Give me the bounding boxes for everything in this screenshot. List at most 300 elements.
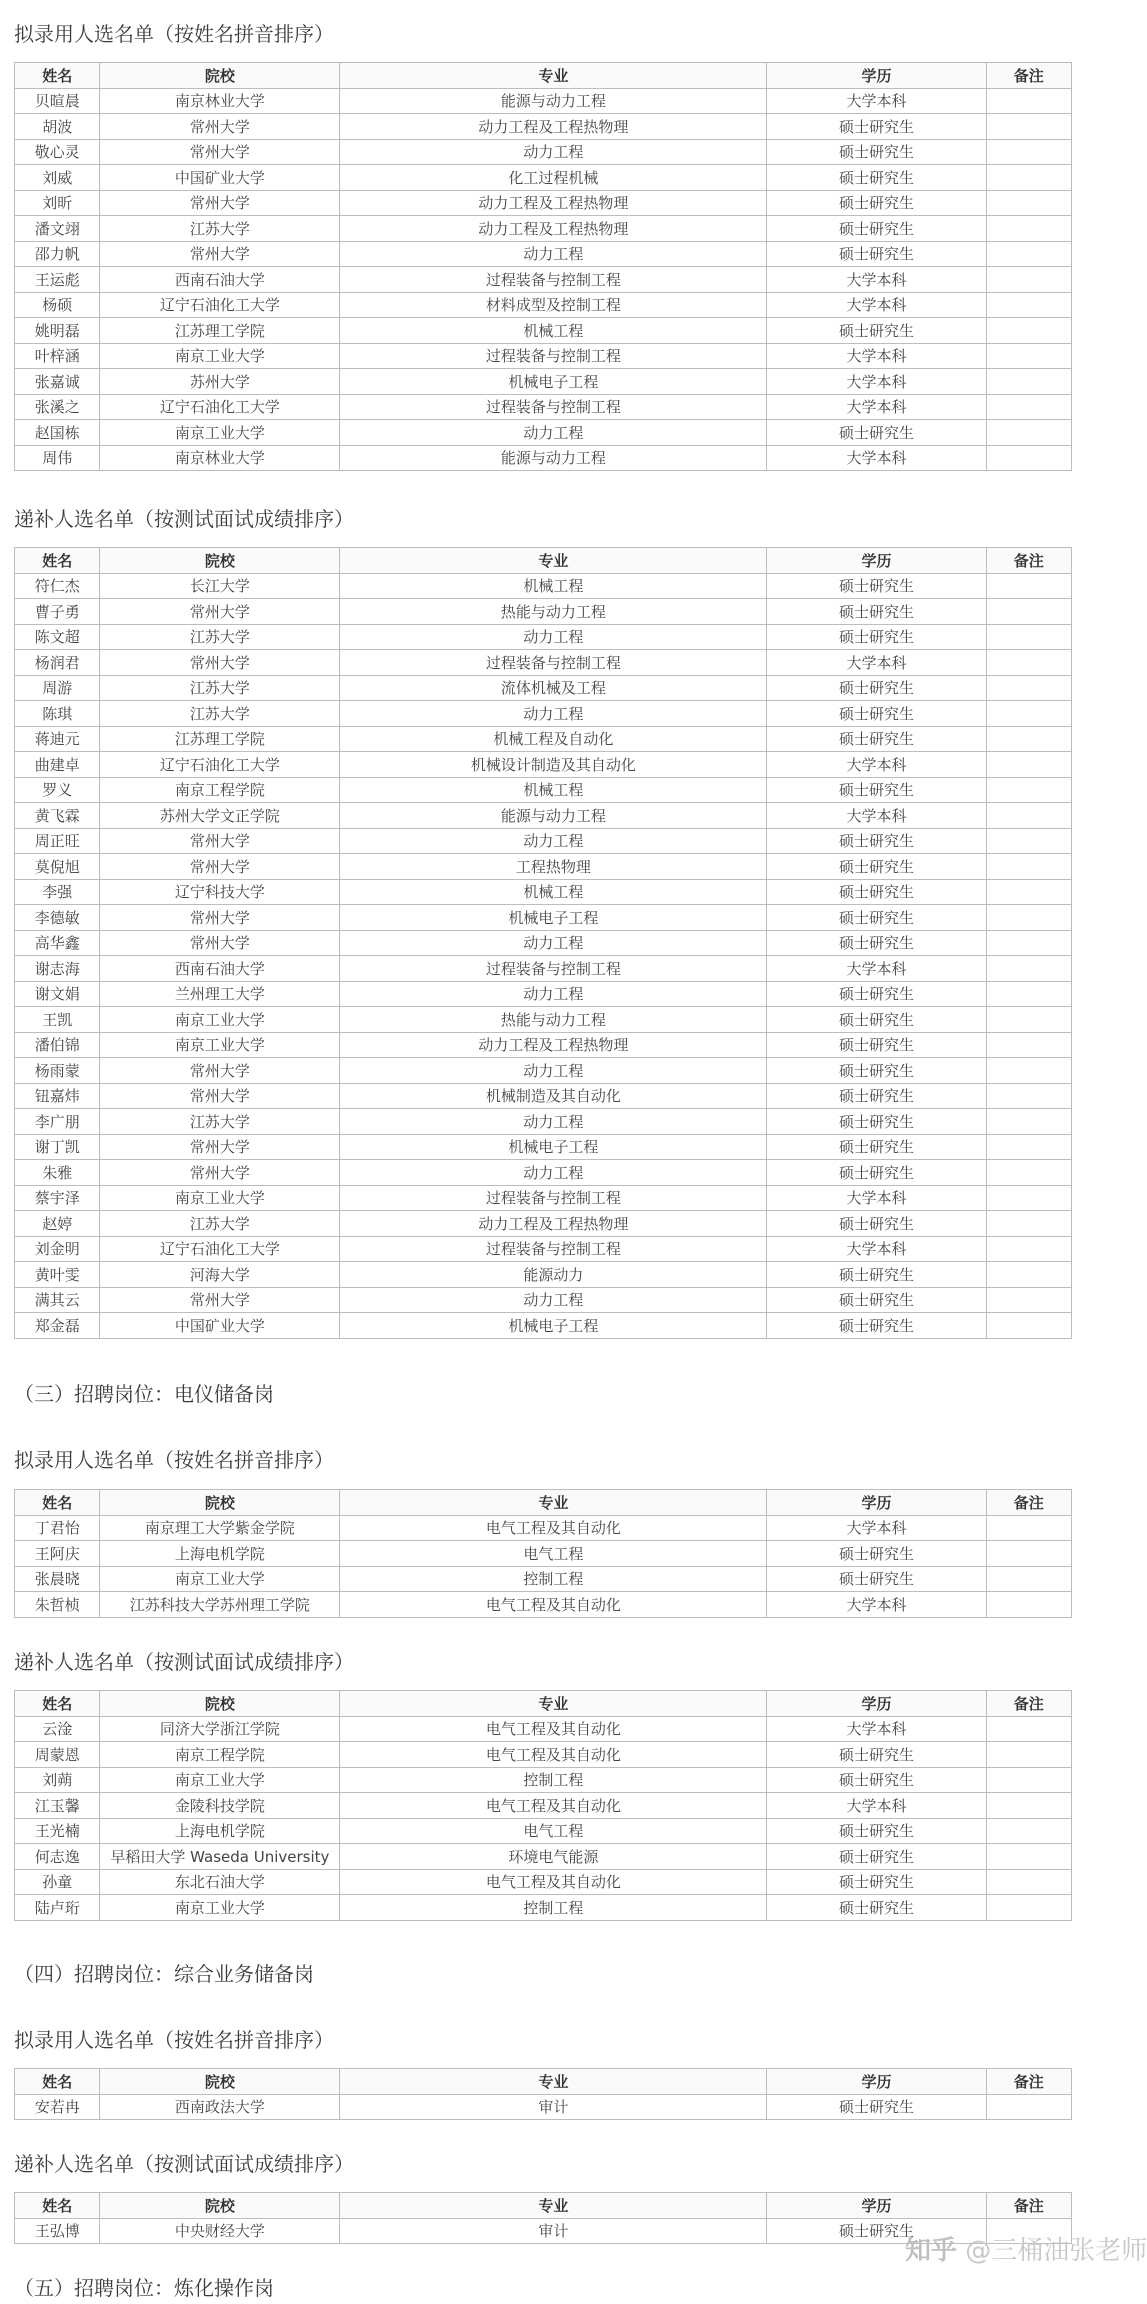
table-cell: 姚明磊 (15, 318, 100, 344)
table-row (15, 599, 1072, 625)
table-cell: 南京工业大学 (100, 1007, 340, 1033)
column-header: 专业 (340, 1691, 767, 1717)
column-header: 专业 (340, 2193, 767, 2219)
section-6-heading: 递补人选名单（按测试面试成绩排序） (14, 2152, 354, 2176)
table-cell: 硕士研究生 (767, 930, 986, 956)
table-cell (986, 267, 1071, 293)
table-cell: 动力工程及工程热物理 (340, 1032, 767, 1058)
table-cell: 硕士研究生 (767, 1767, 986, 1793)
table-row (15, 1160, 1072, 1186)
section-2-heading: 递补人选名单（按测试面试成绩排序） (14, 507, 354, 531)
table-row (15, 1742, 1072, 1768)
table-cell (986, 88, 1071, 114)
table-cell: 大学本科 (767, 292, 986, 318)
table-cell: 硕士研究生 (767, 190, 986, 216)
table-cell: 苏州大学 (100, 369, 340, 395)
table-cell (986, 956, 1071, 982)
table-cell (986, 216, 1071, 242)
table-cell: 硕士研究生 (767, 573, 986, 599)
column-header: 专业 (340, 548, 767, 574)
table-cell: 大学本科 (767, 369, 986, 395)
table-cell: 动力工程 (340, 420, 767, 446)
table-row (15, 318, 1072, 344)
table-cell: 硕士研究生 (767, 1211, 986, 1237)
table-cell: 动力工程及工程热物理 (340, 216, 767, 242)
table-cell: 南京工业大学 (100, 1767, 340, 1793)
table-cell: 陆卢珩 (15, 1895, 100, 1921)
table-cell: 硕士研究生 (767, 624, 986, 650)
table-cell: 化工过程机械 (340, 165, 767, 191)
table-cell: 常州大学 (100, 139, 340, 165)
table-cell: 电气工程及其自动化 (340, 1793, 767, 1819)
table-cell: 动力工程 (340, 930, 767, 956)
table-row (15, 1134, 1072, 1160)
table-cell (986, 1185, 1071, 1211)
table-cell: 硕士研究生 (767, 420, 986, 446)
table-cell: 能源与动力工程 (340, 803, 767, 829)
section-2-table (14, 547, 1072, 1339)
table-cell: 大学本科 (767, 343, 986, 369)
table-cell: 硕士研究生 (767, 981, 986, 1007)
table-cell: 早稻田大学 Waseda University (100, 1844, 340, 1870)
table-cell: 周正旺 (15, 828, 100, 854)
table-cell: 硕士研究生 (767, 1818, 986, 1844)
table-cell (986, 701, 1071, 727)
table-row (15, 1313, 1072, 1339)
table-row (15, 879, 1072, 905)
table-cell: 电气工程及其自动化 (340, 1515, 767, 1541)
column-header: 院校 (100, 63, 340, 89)
table-cell: 朱雅 (15, 1160, 100, 1186)
table-cell: 机械电子工程 (340, 1134, 767, 1160)
column-header: 学历 (767, 1490, 986, 1516)
table-cell: 丁君怡 (15, 1515, 100, 1541)
table-cell: 大学本科 (767, 650, 986, 676)
column-header: 院校 (100, 1490, 340, 1516)
table-cell: 硕士研究生 (767, 139, 986, 165)
table-header-row (15, 2193, 1072, 2219)
table-header-row (15, 1691, 1072, 1717)
table-row (15, 905, 1072, 931)
column-header: 备注 (986, 548, 1071, 574)
table-cell (986, 1160, 1071, 1186)
table-cell: 大学本科 (767, 1236, 986, 1262)
table-cell: 硕士研究生 (767, 216, 986, 242)
table-cell: 大学本科 (767, 394, 986, 420)
table-cell: 胡波 (15, 114, 100, 140)
table-row (15, 1007, 1072, 1033)
table-cell: 杨雨蒙 (15, 1058, 100, 1084)
table-row (15, 1109, 1072, 1135)
table-cell: 辽宁石油化工大学 (100, 394, 340, 420)
table-cell: 大学本科 (767, 1185, 986, 1211)
table-cell: 硕士研究生 (767, 1566, 986, 1592)
table-cell: 常州大学 (100, 1160, 340, 1186)
table-cell: 孙童 (15, 1869, 100, 1895)
table-cell (986, 318, 1071, 344)
column-header: 备注 (986, 1691, 1071, 1717)
table-cell: 贝暄晨 (15, 88, 100, 114)
table-row (15, 1844, 1072, 1870)
table-cell (986, 1566, 1071, 1592)
section-5-table (14, 2068, 1072, 2120)
table-cell: 同济大学浙江学院 (100, 1716, 340, 1742)
table-cell: 过程装备与控制工程 (340, 394, 767, 420)
table-cell: 大学本科 (767, 88, 986, 114)
table-cell: 能源动力 (340, 1262, 767, 1288)
table-row (15, 139, 1072, 165)
table-row (15, 165, 1072, 191)
table-cell: 常州大学 (100, 114, 340, 140)
table-cell: 金陵科技学院 (100, 1793, 340, 1819)
table-cell (986, 1793, 1071, 1819)
table-cell: 硕士研究生 (767, 1058, 986, 1084)
table-cell: 周蒙恩 (15, 1742, 100, 1768)
table-cell: 李广朋 (15, 1109, 100, 1135)
table-cell (986, 726, 1071, 752)
table-cell: 辽宁石油化工大学 (100, 292, 340, 318)
table-cell (986, 1032, 1071, 1058)
table-cell: 控制工程 (340, 1895, 767, 1921)
table-cell: 硕士研究生 (767, 114, 986, 140)
table-cell (986, 752, 1071, 778)
table-cell: 硕士研究生 (767, 828, 986, 854)
table-row (15, 1032, 1072, 1058)
table-row (15, 930, 1072, 956)
table-row (15, 1895, 1072, 1921)
table-cell: 硕士研究生 (767, 1160, 986, 1186)
table-cell: 硕士研究生 (767, 1742, 986, 1768)
table-cell (986, 828, 1071, 854)
table-row (15, 1083, 1072, 1109)
column-header: 姓名 (15, 63, 100, 89)
table-cell: 赵婷 (15, 1211, 100, 1237)
table-cell: 符仁杰 (15, 573, 100, 599)
table-cell: 中央财经大学 (100, 2218, 340, 2244)
table-cell: 硕士研究生 (767, 599, 986, 625)
column-header: 备注 (986, 1490, 1071, 1516)
table-cell: 高华鑫 (15, 930, 100, 956)
table-cell: 张溪之 (15, 394, 100, 420)
section-5-heading: 拟录用人选名单（按姓名拼音排序） (14, 2028, 334, 2052)
section-4-table (14, 1690, 1072, 1921)
table-cell: 硕士研究生 (767, 1007, 986, 1033)
table-cell: 曹子勇 (15, 599, 100, 625)
table-cell: 南京工程学院 (100, 777, 340, 803)
table-cell (986, 1592, 1071, 1618)
table-cell (986, 1287, 1071, 1313)
table-cell: 东北石油大学 (100, 1869, 340, 1895)
table-cell (986, 599, 1071, 625)
table-cell: 常州大学 (100, 1083, 340, 1109)
table-cell (986, 981, 1071, 1007)
table-cell (986, 854, 1071, 880)
table-cell: 动力工程及工程热物理 (340, 190, 767, 216)
table-cell (986, 1109, 1071, 1135)
table-cell (986, 624, 1071, 650)
table-cell: 过程装备与控制工程 (340, 1236, 767, 1262)
table-cell (986, 1083, 1071, 1109)
table-cell: 南京林业大学 (100, 88, 340, 114)
table-cell: 江苏大学 (100, 216, 340, 242)
table-cell (986, 1844, 1071, 1870)
table-cell: 过程装备与控制工程 (340, 1185, 767, 1211)
table-cell: 机械工程 (340, 879, 767, 905)
table-row (15, 828, 1072, 854)
table-cell: 南京工业大学 (100, 1032, 340, 1058)
table-cell: 江苏大学 (100, 1211, 340, 1237)
table-cell: 江玉馨 (15, 1793, 100, 1819)
table-cell: 刘蒴 (15, 1767, 100, 1793)
table-cell: 过程装备与控制工程 (340, 267, 767, 293)
table-cell: 邵力帆 (15, 241, 100, 267)
table-row (15, 1515, 1072, 1541)
table-cell: 周游 (15, 675, 100, 701)
section-3-table (14, 1489, 1072, 1618)
column-header: 院校 (100, 2193, 340, 2219)
table-cell: 过程装备与控制工程 (340, 956, 767, 982)
table-cell (986, 343, 1071, 369)
table-cell: 机械电子工程 (340, 369, 767, 395)
position-5-heading: （五）招聘岗位：炼化操作岗 (14, 2276, 274, 2300)
table-cell (986, 1211, 1071, 1237)
column-header: 学历 (767, 2193, 986, 2219)
table-cell: 大学本科 (767, 1793, 986, 1819)
table-cell: 大学本科 (767, 752, 986, 778)
table-cell: 热能与动力工程 (340, 1007, 767, 1033)
table-cell: 过程装备与控制工程 (340, 650, 767, 676)
table-cell (986, 1767, 1071, 1793)
table-cell: 兰州理工大学 (100, 981, 340, 1007)
table-cell (986, 241, 1071, 267)
table-row (15, 1818, 1072, 1844)
table-cell (986, 165, 1071, 191)
table-cell: 敬心灵 (15, 139, 100, 165)
table-cell (986, 1236, 1071, 1262)
table-row (15, 1716, 1072, 1742)
table-cell (986, 1895, 1071, 1921)
table-row (15, 343, 1072, 369)
table-cell: 河海大学 (100, 1262, 340, 1288)
table-cell: 硕士研究生 (767, 1083, 986, 1109)
column-header: 专业 (340, 1490, 767, 1516)
table-cell: 硕士研究生 (767, 1287, 986, 1313)
table-row (15, 1869, 1072, 1895)
column-header: 姓名 (15, 2069, 100, 2095)
table-cell: 大学本科 (767, 803, 986, 829)
column-header: 学历 (767, 2069, 986, 2095)
table-row (15, 1058, 1072, 1084)
table-cell (986, 420, 1071, 446)
table-cell: 动力工程 (340, 139, 767, 165)
table-cell: 南京林业大学 (100, 445, 340, 471)
table-cell: 谢文娟 (15, 981, 100, 1007)
table-cell: 硕士研究生 (767, 726, 986, 752)
table-cell: 过程装备与控制工程 (340, 343, 767, 369)
table-cell (986, 1313, 1071, 1339)
table-row (15, 1236, 1072, 1262)
table-cell: 陈琪 (15, 701, 100, 727)
table-cell: 王弘博 (15, 2218, 100, 2244)
table-cell: 电气工程及其自动化 (340, 1592, 767, 1618)
table-cell: 何志逸 (15, 1844, 100, 1870)
table-cell (986, 190, 1071, 216)
table-cell: 张晨晓 (15, 1566, 100, 1592)
table-cell: 常州大学 (100, 854, 340, 880)
column-header: 备注 (986, 63, 1071, 89)
table-row (15, 2094, 1072, 2120)
table-cell (986, 1716, 1071, 1742)
table-cell: 王阿庆 (15, 1541, 100, 1567)
table-cell (986, 369, 1071, 395)
table-row (15, 1541, 1072, 1567)
column-header: 院校 (100, 2069, 340, 2095)
table-cell: 西南石油大学 (100, 956, 340, 982)
table-cell: 西南政法大学 (100, 2094, 340, 2120)
table-cell: 常州大学 (100, 1287, 340, 1313)
table-cell: 叶梓涵 (15, 343, 100, 369)
table-cell: 辽宁石油化工大学 (100, 1236, 340, 1262)
table-cell: 黄叶雯 (15, 1262, 100, 1288)
table-cell: 满其云 (15, 1287, 100, 1313)
table-cell: 能源与动力工程 (340, 88, 767, 114)
table-cell: 江苏大学 (100, 624, 340, 650)
table-cell: 潘伯锦 (15, 1032, 100, 1058)
table-cell: 动力工程 (340, 701, 767, 727)
table-row (15, 675, 1072, 701)
table-cell: 硕士研究生 (767, 1134, 986, 1160)
table-cell: 机械工程及自动化 (340, 726, 767, 752)
table-cell (986, 777, 1071, 803)
table-cell: 南京工程学院 (100, 1742, 340, 1768)
table-cell (986, 1262, 1071, 1288)
table-cell: 常州大学 (100, 930, 340, 956)
table-cell: 大学本科 (767, 267, 986, 293)
table-cell (986, 930, 1071, 956)
table-cell (986, 1869, 1071, 1895)
table-cell: 潘文翊 (15, 216, 100, 242)
table-cell (986, 1515, 1071, 1541)
table-row (15, 777, 1072, 803)
table-cell: 电气工程 (340, 1818, 767, 1844)
table-cell: 动力工程 (340, 828, 767, 854)
table-cell: 赵国栋 (15, 420, 100, 446)
table-row (15, 1566, 1072, 1592)
table-row (15, 1793, 1072, 1819)
table-cell: 环境电气能源 (340, 1844, 767, 1870)
table-cell: 中国矿业大学 (100, 165, 340, 191)
table-cell: 蔡宇泽 (15, 1185, 100, 1211)
table-row (15, 369, 1072, 395)
table-cell: 大学本科 (767, 1592, 986, 1618)
zhihu-logo-text: 知乎 (905, 2236, 958, 2266)
table-cell: 刘威 (15, 165, 100, 191)
table-cell: 大学本科 (767, 1716, 986, 1742)
table-cell: 动力工程及工程热物理 (340, 114, 767, 140)
table-cell: 硕士研究生 (767, 2218, 986, 2244)
column-header: 姓名 (15, 548, 100, 574)
table-cell: 大学本科 (767, 445, 986, 471)
table-cell: 硕士研究生 (767, 1895, 986, 1921)
table-row (15, 726, 1072, 752)
table-cell: 常州大学 (100, 190, 340, 216)
table-cell: 动力工程 (340, 241, 767, 267)
table-cell: 南京工业大学 (100, 420, 340, 446)
table-cell: 黄飞霖 (15, 803, 100, 829)
table-cell: 动力工程 (340, 1287, 767, 1313)
table-row (15, 445, 1072, 471)
table-row (15, 650, 1072, 676)
table-cell (986, 1818, 1071, 1844)
table-cell: 安若冉 (15, 2094, 100, 2120)
table-cell: 硕士研究生 (767, 675, 986, 701)
table-header-row (15, 2069, 1072, 2095)
table-header-row (15, 63, 1072, 89)
table-cell: 南京工业大学 (100, 1895, 340, 1921)
table-row (15, 1767, 1072, 1793)
table-cell: 工程热物理 (340, 854, 767, 880)
table-cell: 常州大学 (100, 1058, 340, 1084)
table-cell (986, 803, 1071, 829)
table-cell: 江苏理工学院 (100, 726, 340, 752)
table-row (15, 1262, 1072, 1288)
table-cell: 硕士研究生 (767, 241, 986, 267)
table-cell: 电气工程及其自动化 (340, 1742, 767, 1768)
table-cell: 莫倪旭 (15, 854, 100, 880)
table-cell: 常州大学 (100, 905, 340, 931)
table-cell: 长江大学 (100, 573, 340, 599)
table-row (15, 190, 1072, 216)
table-cell: 杨硕 (15, 292, 100, 318)
table-cell (986, 1058, 1071, 1084)
table-cell: 审计 (340, 2094, 767, 2120)
table-cell: 辽宁科技大学 (100, 879, 340, 905)
table-cell: 电气工程及其自动化 (340, 1869, 767, 1895)
table-row (15, 1592, 1072, 1618)
table-cell: 硕士研究生 (767, 1032, 986, 1058)
table-cell: 南京理工大学紫金学院 (100, 1515, 340, 1541)
table-cell: 硕士研究生 (767, 1313, 986, 1339)
table-cell: 动力工程 (340, 981, 767, 1007)
table-row (15, 624, 1072, 650)
table-cell: 谢丁凯 (15, 1134, 100, 1160)
table-cell: 材料成型及控制工程 (340, 292, 767, 318)
table-cell: 电气工程 (340, 1541, 767, 1567)
table-cell: 李强 (15, 879, 100, 905)
table-cell: 辽宁石油化工大学 (100, 752, 340, 778)
table-cell (986, 114, 1071, 140)
table-cell: 硕士研究生 (767, 2094, 986, 2120)
column-header: 备注 (986, 2069, 1071, 2095)
table-cell (986, 2094, 1071, 2120)
zhihu-watermark (905, 2230, 1147, 2267)
table-row (15, 216, 1072, 242)
table-cell: 大学本科 (767, 1515, 986, 1541)
table-cell: 江苏科技大学苏州理工学院 (100, 1592, 340, 1618)
table-cell: 硕士研究生 (767, 165, 986, 191)
table-cell (986, 573, 1071, 599)
table-cell (986, 879, 1071, 905)
table-cell: 江苏理工学院 (100, 318, 340, 344)
table-cell: 王运彪 (15, 267, 100, 293)
column-header: 备注 (986, 2193, 1071, 2219)
table-cell: 中国矿业大学 (100, 1313, 340, 1339)
table-cell: 陈文超 (15, 624, 100, 650)
table-cell: 常州大学 (100, 599, 340, 625)
table-cell: 云淦 (15, 1716, 100, 1742)
table-cell: 电气工程及其自动化 (340, 1716, 767, 1742)
table-cell: 常州大学 (100, 650, 340, 676)
